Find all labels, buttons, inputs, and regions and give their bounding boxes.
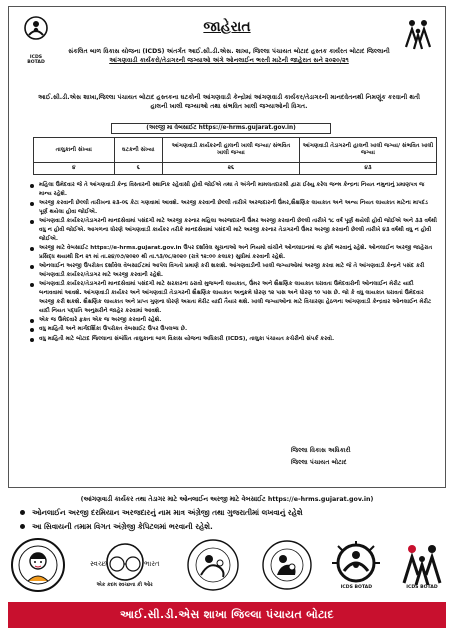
swachh-tagline: એક કદમ સ્વચ્છતા કી ઓર	[96, 582, 153, 588]
swachh-word: સ્વચ્છ	[89, 560, 107, 568]
list-item: વધુ માહિતી અને માર્ગદર્શિકા ઉપરોક્ત વેબસાઈટ ઉપર ઉપલબ્ધ છે.	[29, 325, 437, 334]
notes-below	[8, 494, 446, 534]
instruction-list	[29, 181, 437, 344]
list-item: મહિલા ઉમેદવાર જે તે આંગણવાડી કેન્દ્ર વિસ્તારની સ્થાનિક રહેવાસી હોવી જોઈએ તથા તે અંગેની મામલતદારશ્રી દ્વારા ઈસ્યુ કરેલ જન્મ કેન્દ્રના નિયત નમુનાનું પ્રમાણપત્ર જ માન્ય રહેશે.	[29, 181, 437, 199]
signature-title: જિલ્લા વિકાસ અધિકારી	[291, 447, 351, 454]
girl-child-logo	[10, 537, 66, 593]
bharat-word: ભારત	[143, 560, 160, 568]
icds-botad-caption: ICDS BOTAD	[340, 584, 373, 590]
note-capital-letters: આ સિવાયની તમામ વિગત અંગ્રેજી કેપિટલમાં ભરવાની રહેશે.	[8, 520, 446, 534]
cell-taluka: ૪	[34, 163, 115, 175]
list-item: આંગણવાડી કાર્યકર/તેડાગરની માનદસેવામાં પસંદગી માટે અરજી કરનાર મહિલા અરજદારની ઉંમર અરજી કરવાની છેલ્લી તારીખે ૧૮ વર્ષ પૂર્ણ થયેલી હોવી જોઈએ અને ૩૩ વર્ષથી વધુ ન હોવી જોઈએ. આગળના ધોરણે આંગણવાડી કાર્યકર તરીકે માનદસેવામાં પસંદગી માટે અરજી કરનાર તેડાગરની ઉંમર અરજી કરવાની છેલ્લી તારીખે ૪૩ વર્ષથી વધુ ન હોવી જોઈએ.	[29, 217, 437, 243]
top-logo-caption: ICDS BOTAD	[27, 55, 45, 65]
table-header-row	[34, 138, 437, 163]
col-ghatak: ઘટકની સંખ્યા	[114, 138, 162, 163]
footer-banner: આઈ.સી.ડી.એસ શાખા જિલ્લા પંચાયત બોટાદ	[8, 602, 446, 628]
icds-family-caption: ICDS BOTAD	[406, 584, 438, 590]
icds-family-logo	[400, 537, 444, 593]
list-item: એક જ ઉમેદવારે ફક્ત એક જ અરજી કરવાની રહેશે.	[29, 316, 437, 325]
list-item: અરજી માટે વેબસાઈટ https://e-hrms.gujarat.gov.in ઉપર દર્શાવેલ સૂચનાઓ અને નિયમો વાંચીને ઓનલાઇનમાં જ ફોર્મ ભરવાનું રહેશે. ઓનલાઈન અરજી જાહેરાત પ્રસિદ્ધ થયાથી દિન ૨૧ માં તા.૨૪/૦૭/૨૦૨૦ થી તા.૧૩/૦૮/૨૦૨૦ (રાત્રે ૧૨:૦૦ કલાક) સુધીમાં કરવાની રહેશે.	[29, 244, 437, 262]
col-worker: આંગણવાડી કાર્યકરની હાલની ખાલી જગ્યા/ સંભવિત ખાલી જગ્યા	[162, 138, 299, 163]
vacancy-paragraph: આઈ.સી.ડી.એસ શાખા,જિલ્લા પંચાયત બોટાદ હસ્તકના ઘટકોની આંગણવાડી કેન્દ્રોમાં આંગણવાડી કાર્યકર/તેડાગરની માનદવેતનથી નિમણૂંક કરવાની થતી હાલની ખાલી જગ્યાઓ તથા સંભવિત ખાલી જગ્યાઓની વિગત.	[37, 94, 421, 110]
icds-botad-logo	[330, 537, 382, 593]
note-name-language: ઓનલાઈન અરજી દરમિયાન અરજદારનું નામ માત્ર અંગ્રેજી તથા ગુજરાતીમાં લખવાનું રહેશે	[8, 506, 446, 520]
cell-helper: ૪૩	[299, 163, 436, 175]
list-item: અરજી કરવાની છેલ્લી તારીખના ૨૩-૦૬ કેટા ગણવામાં આવશે. અરજી કરવાની છેલ્લી તારીખે અરજદારની ઉંમર,શૈક્ષણિક લાયકાત અને અન્ય નિયત લાયકાત માટેના માપદંડ પૂર્ણ થયેલા હોવા જોઈએ.	[29, 199, 437, 217]
list-item: ઓનલાઈન અરજી ઉપરોક્ત દર્શાવેલ વેબસાઈટમાં આપેલ વિગતો પ્રમાણે કરી શકાશે. આંગણવાડીની ખાલી જગ્યાઓમાં અરજી કરવા માટે જે તે આંગણવાડી કેન્દ્રને પસંદ કરી આંગણવાડી કાર્યકર/તેડાગર માટે અરજી કરવાની રહેશે.	[29, 262, 437, 280]
table-row	[34, 163, 437, 175]
col-helper: આંગણવાડી તેડાગરની હાલની ખાલી જગ્યા/ સંભવિત ખાલી જગ્યા	[299, 138, 436, 163]
intro-line-2: આંગણવાડી કાર્યકરો/તેડાગરની જગ્યાઓ અંગે ઓનલાઈન ભરતી માટેની જાહેરાત સને ૨૦૨૦/૨૧	[109, 57, 349, 64]
cell-ghatak: ૬	[114, 163, 162, 175]
list-item: આંગણવાડી કાર્યકર/તેડાગરની માનદસેવામાં પસંદગી માટે સરકારના ઠરાવો મુજબની લાયકાત, ઉંમર અને શૈક્ષણિક લાયકાત ધરાવતા ઉમેદવારોની ઓનલાઈન મેરીટ યાદી બનાવવામાં આવશે. આંગણવાડી કાર્યકર અને આંગણવાડી તેડાગરની શૈક્ષણિક લાયકાત અનુક્રમે ધોરણ ૧૨ પાસ અને ધોરણ ૧૦ પાસ છે. જો કે વધુ લાયકાત ધરાવતાં ઉમેદવાર અરજી કરી શકશે. શૈક્ષણિક લાયકાત અને પ્રાપ્ત ગુણના ધોરણે અગ્રતા મેરીટ યાદી તૈયાર થશે. ખાલી જગ્યાઓના માટે વિચારણા હેઠળના આંગણવાડી કેન્દ્રવાર ઓનલાઈન મેરીટ યાદી નિયત પદ્ધતિ અનુસરીને જાહેર કરવામાં આવશે.	[29, 280, 437, 315]
logo-strip	[10, 534, 444, 596]
signature-office: જિલ્લા પંચાયત બોટાદ	[291, 459, 347, 466]
vacancy-table	[33, 137, 437, 175]
list-item: વધુ માહિતી માટે બોટાદ જિલ્લાના સંબંધિત તાલુકાના બાળ વિકાસ યોજના અધિકારી (ICDS), તાલુકા પંચાયત કચેરીનો સંપર્ક કરવો.	[29, 335, 437, 344]
swachh-bharat-logo	[84, 537, 166, 593]
notice-title: જાહેરાત	[203, 19, 251, 35]
signature-block	[291, 445, 401, 469]
cell-worker: ૨૬	[162, 163, 299, 175]
healthy-nutrition-logo	[183, 537, 243, 593]
intro-line-1: સંકલિત બાળ વિકાસ યોજના (ICDS) અંતર્ગત આઈ.સી.ડી.એસ. શાખા, જિલ્લા પંચાયત બોટાદ હસ્તક કાર્યરત બોટાદ જિલ્લાની	[68, 48, 390, 55]
notice-frame	[8, 6, 446, 488]
online-website-note: (આંગણવાડી કાર્યકર તથા તેડાગર માટે ઓનલાઈન અરજી માટે વેબસાઈટ https://e-hrms.gujarat.gov.in)	[80, 496, 374, 503]
website-box: (અરજી મા વેબસાઈટ https://e-hrms.gujarat.gov.in)	[111, 123, 331, 134]
col-taluka: તાલુકાની સંખ્યા	[34, 138, 115, 163]
mother-child-logo	[261, 537, 313, 593]
page	[8, 6, 446, 634]
notice-intro	[35, 47, 423, 65]
